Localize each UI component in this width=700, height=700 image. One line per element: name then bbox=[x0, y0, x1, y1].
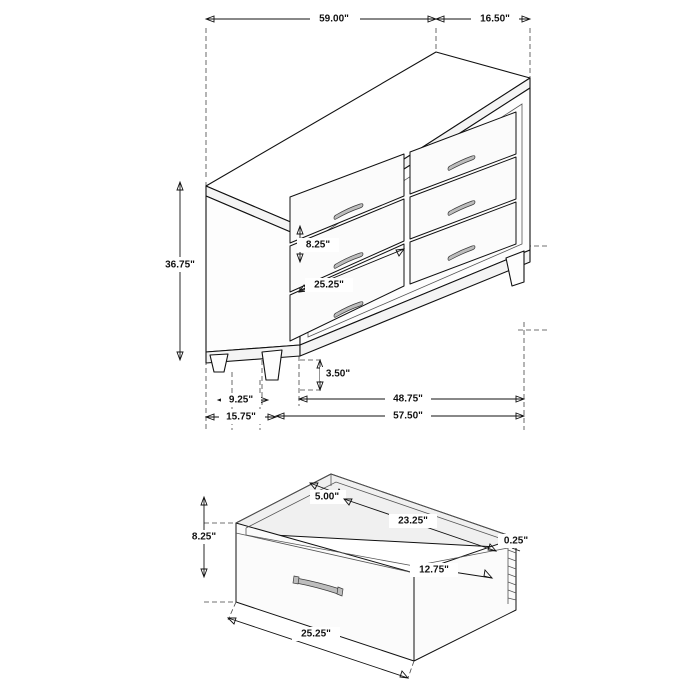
dim-drawer-outer-width-label: 25.25" bbox=[301, 628, 331, 640]
dim-drawer-front-height-label: 8.25" bbox=[305, 239, 331, 251]
dim-overall-height-label: 36.75" bbox=[165, 259, 195, 271]
dim-overall-depth-label: 16.50" bbox=[480, 13, 510, 25]
drawer-detail-view bbox=[185, 474, 534, 678]
dim-base-depth-label: 15.75" bbox=[226, 411, 256, 423]
dim-drawer-front-width-label: 25.25" bbox=[314, 279, 344, 291]
dim-overall-width-label: 59.00" bbox=[319, 13, 349, 25]
dim-drawer-interior-depth-label: 12.75" bbox=[419, 564, 449, 576]
dim-drawer-interior-depth-front-label: 5.00" bbox=[314, 491, 340, 503]
leg-front-center bbox=[262, 350, 282, 380]
dim-base-width-label: 57.50" bbox=[393, 410, 423, 422]
dim-drawer-side-height-label: 8.25" bbox=[191, 531, 217, 543]
dim-drawer-interior-width-label: 23.25" bbox=[398, 515, 428, 527]
dim-overall-height bbox=[157, 182, 203, 360]
dim-overall-depth bbox=[436, 12, 530, 26]
dim-inner-width-label: 48.75" bbox=[393, 393, 423, 405]
dim-leg-height-label: 3.50" bbox=[325, 368, 351, 380]
dim-base-width bbox=[276, 409, 524, 423]
leg-front-left bbox=[210, 354, 228, 372]
dresser-assembly-view bbox=[157, 12, 548, 430]
dim-leg-height bbox=[300, 360, 358, 390]
dim-drawer-wall-thickness-label: 0.25" bbox=[503, 535, 529, 547]
dim-overall-width bbox=[206, 12, 436, 26]
dim-leg-depth bbox=[218, 393, 268, 407]
dim-inner-width bbox=[299, 392, 524, 406]
dim-drawer-side-height bbox=[185, 497, 236, 602]
dim-base-depth bbox=[206, 410, 276, 424]
dim-leg-depth-label: 9.25" bbox=[228, 394, 254, 406]
